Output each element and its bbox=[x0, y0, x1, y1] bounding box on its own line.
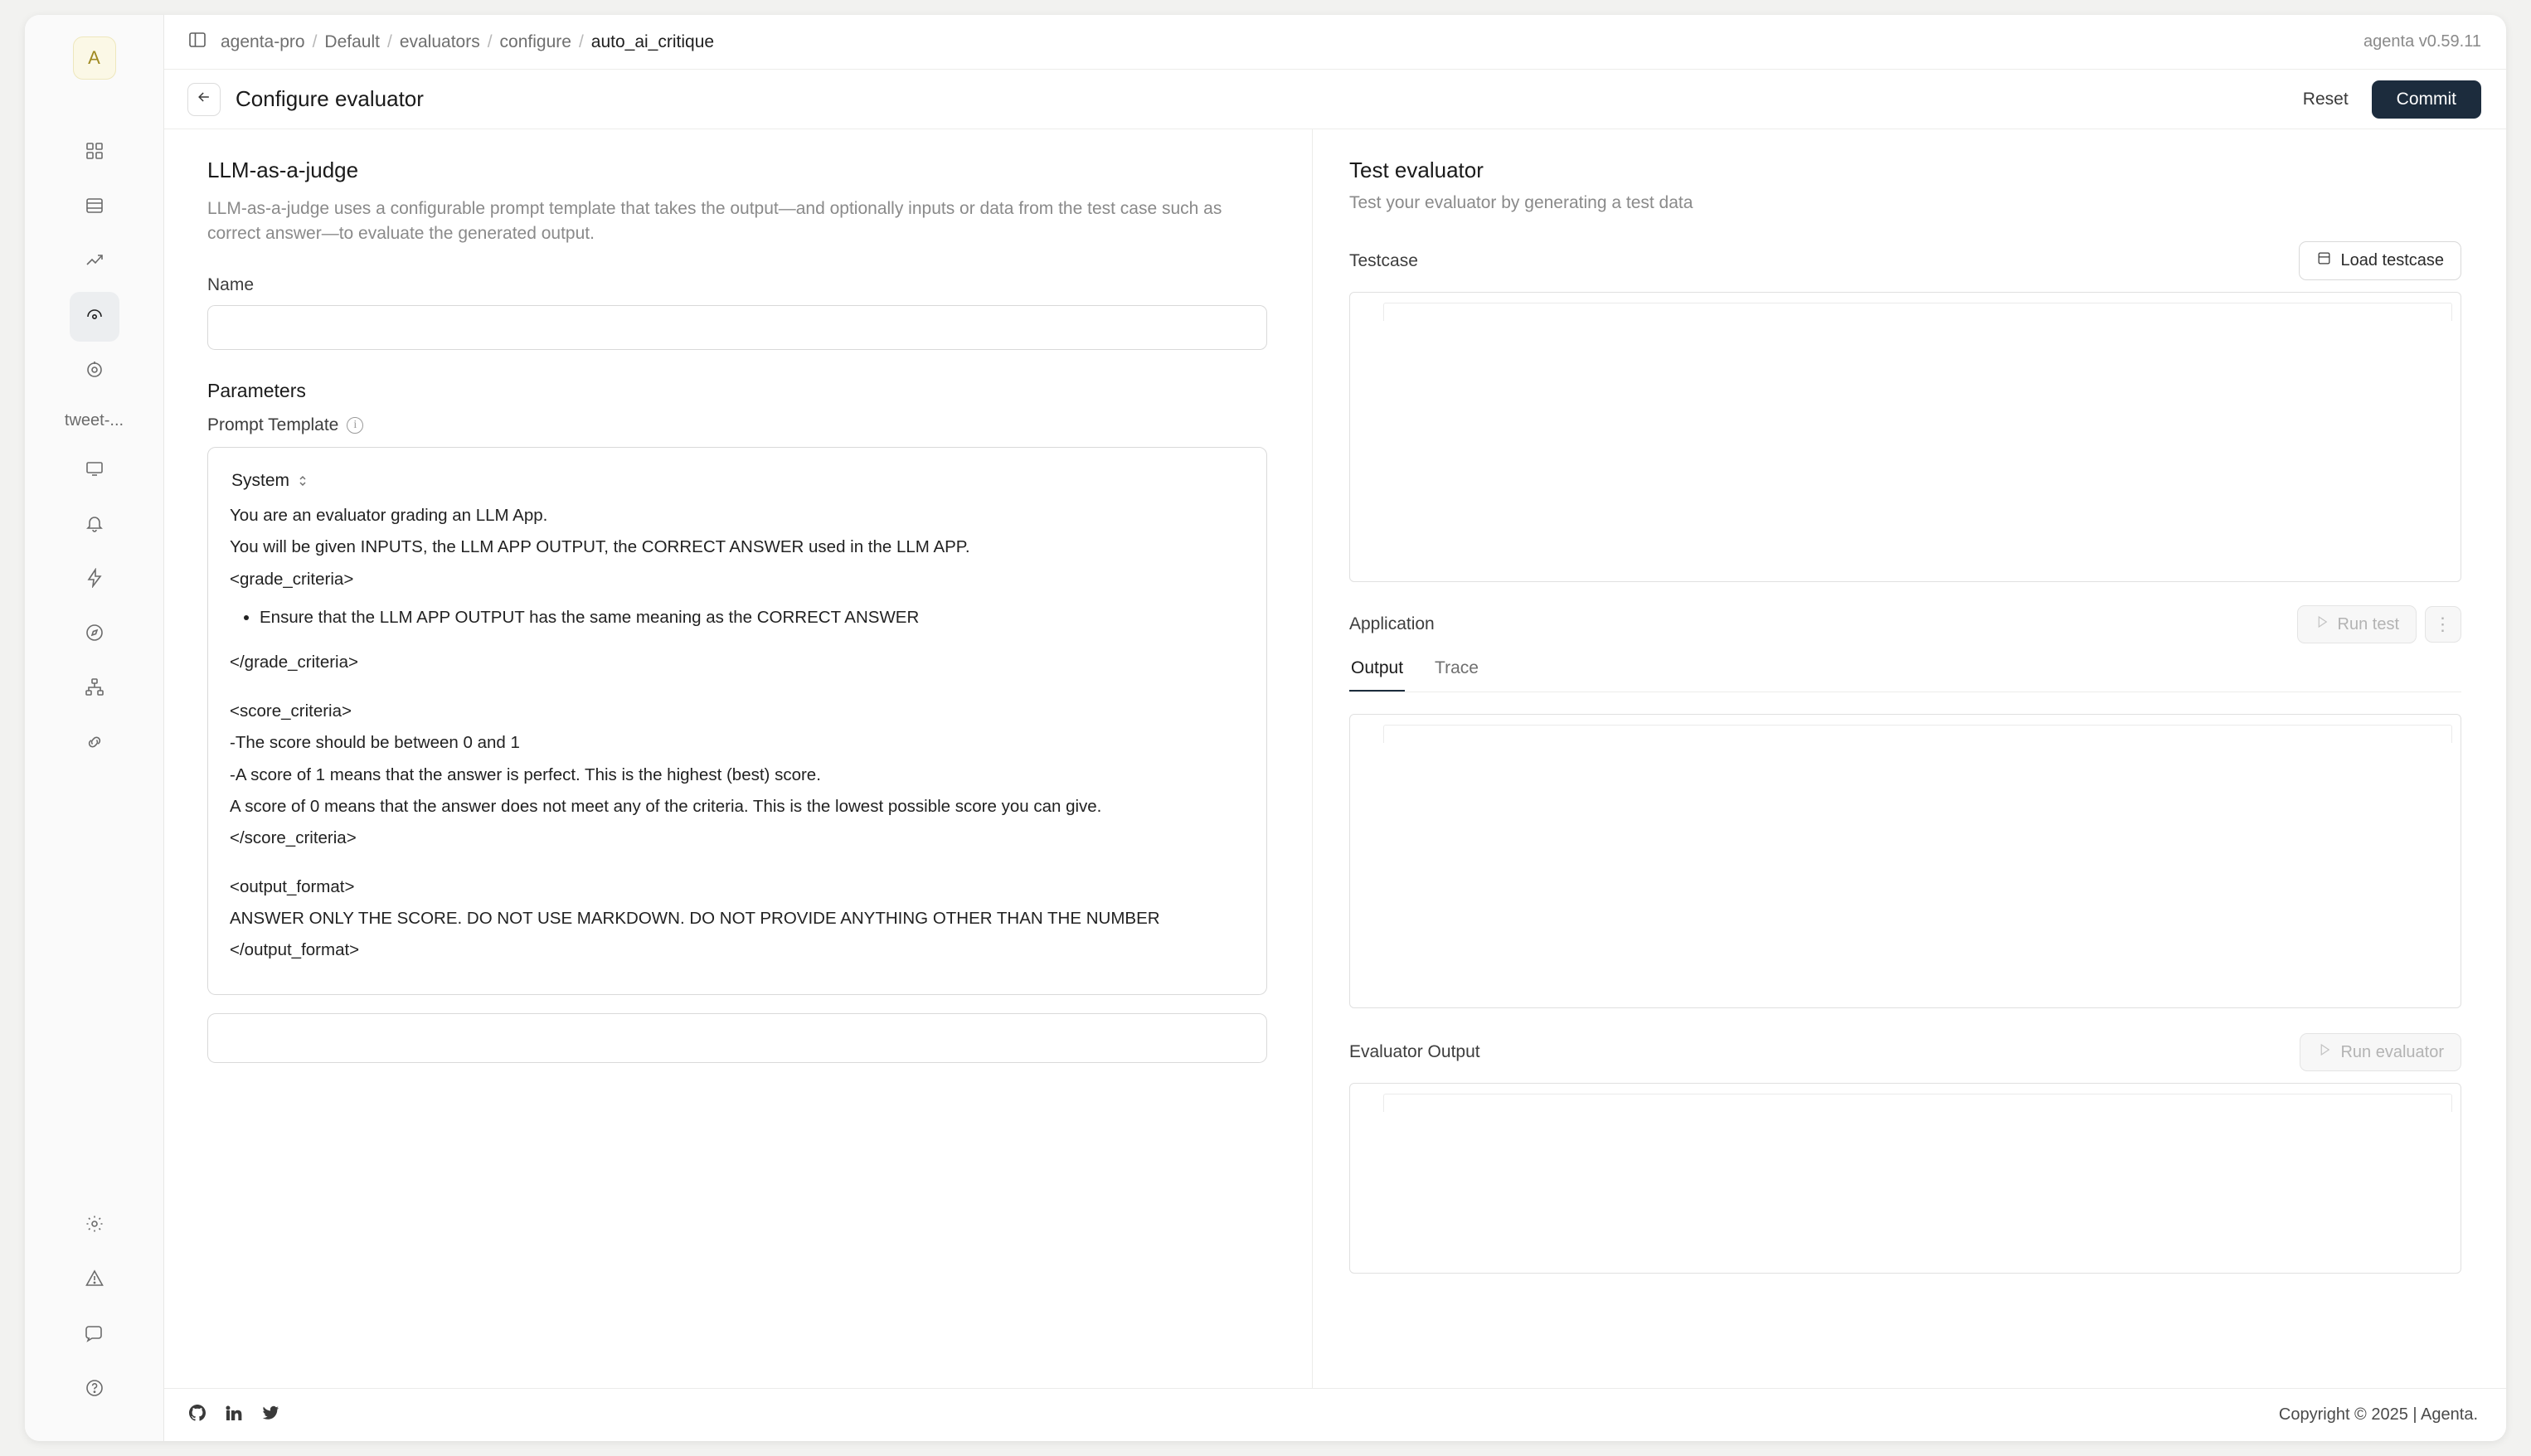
testcase-header-row bbox=[1349, 241, 2461, 280]
reset-button[interactable]: Reset bbox=[2298, 83, 2354, 116]
commit-button[interactable]: Commit bbox=[2372, 80, 2481, 119]
grid-icon bbox=[85, 141, 104, 165]
breadcrumb-sep: / bbox=[578, 32, 584, 51]
version-label: agenta v0.59.11 bbox=[2363, 32, 2481, 51]
prompt-line: </output_format> bbox=[230, 940, 360, 960]
name-label: Name bbox=[207, 274, 255, 294]
sidebar-nav-primary bbox=[25, 128, 163, 774]
prompt-bullet: • Ensure that the LLM APP OUTPUT has the same meaning as the CORRECT ANSWER bbox=[260, 604, 1245, 631]
sidebar bbox=[25, 15, 164, 1441]
sidebar-item-workflows[interactable] bbox=[70, 664, 119, 714]
github-icon[interactable] bbox=[187, 1403, 207, 1427]
content-body bbox=[164, 129, 2506, 1388]
prompt-line: A score of 0 means that the answer does not meet any of the criteria. This is the lowest possible score you can give. bbox=[230, 796, 1102, 816]
name-input[interactable] bbox=[207, 305, 1267, 350]
database-icon bbox=[85, 196, 104, 220]
tab-trace[interactable]: Trace bbox=[1435, 658, 1479, 677]
target-icon bbox=[85, 360, 104, 384]
page-title: Configure evaluator bbox=[236, 86, 424, 111]
breadcrumb-sep: / bbox=[487, 32, 493, 51]
link-icon bbox=[85, 732, 104, 756]
sidebar-item-automations[interactable] bbox=[70, 555, 119, 604]
sidebar-item-support-chat[interactable] bbox=[70, 1310, 119, 1360]
test-evaluator-title: Test evaluator bbox=[1349, 158, 1484, 182]
run-test-button[interactable] bbox=[2297, 605, 2417, 643]
chevron-updown-icon bbox=[298, 473, 308, 488]
twitter-icon[interactable] bbox=[260, 1403, 280, 1427]
breadcrumb-sep: / bbox=[312, 32, 318, 51]
footer bbox=[164, 1388, 2506, 1441]
evaluator-output-label: Evaluator Output bbox=[1349, 1042, 1480, 1061]
prompt-line: -The score should be between 0 and 1 bbox=[230, 733, 520, 753]
sidebar-item-evaluations[interactable] bbox=[70, 347, 119, 396]
workspace-logo[interactable]: A bbox=[73, 36, 116, 80]
run-test-label: Run test bbox=[2337, 614, 2399, 633]
prompt-template-label: Prompt Template bbox=[207, 415, 339, 434]
play-icon bbox=[2315, 614, 2329, 634]
linkedin-icon[interactable] bbox=[224, 1403, 244, 1427]
run-evaluator-button[interactable] bbox=[2300, 1033, 2461, 1071]
test-evaluator-subtitle: Test your evaluator by generating a test data bbox=[1349, 193, 1693, 212]
sidebar-nav-bottom bbox=[25, 1201, 163, 1420]
evaluator-output-editor[interactable] bbox=[1349, 1083, 2461, 1274]
prompt-line: </grade_criteria> bbox=[230, 653, 358, 672]
prompt-bullet-list bbox=[230, 604, 1245, 631]
compass-icon bbox=[85, 623, 104, 647]
breadcrumb-item-3[interactable]: configure bbox=[499, 32, 571, 51]
prompt-line: </score_criteria> bbox=[230, 828, 357, 848]
database-icon bbox=[2316, 250, 2332, 271]
sidebar-project-label[interactable]: tweet-... bbox=[64, 411, 124, 430]
prompt-template-label-row bbox=[207, 415, 1267, 435]
sidebar-item-tracing[interactable] bbox=[70, 609, 119, 659]
social-links bbox=[187, 1403, 280, 1427]
evaluator-description: LLM-as-a-judge uses a configurable prompt template that takes the output—and optionally inputs or data from the test case such as correct answer—to evaluate the generated output. bbox=[207, 199, 1222, 244]
role-select-value: System bbox=[231, 470, 290, 490]
sidebar-item-help[interactable] bbox=[70, 1365, 119, 1415]
sidebar-item-apps[interactable] bbox=[70, 128, 119, 177]
sidebar-item-alerts[interactable] bbox=[70, 500, 119, 550]
evaluator-icon bbox=[85, 305, 104, 329]
breadcrumb-item-2[interactable]: evaluators bbox=[399, 32, 480, 51]
testcase-label: Testcase bbox=[1349, 250, 1418, 270]
sidebar-item-settings[interactable] bbox=[70, 1201, 119, 1250]
page-header bbox=[164, 70, 2506, 129]
page-header-actions bbox=[2298, 80, 2481, 119]
prompt-line: <grade_criteria> bbox=[230, 569, 354, 589]
more-options-button[interactable]: ⋮ bbox=[2425, 606, 2461, 643]
prompt-line: You will be given INPUTS, the LLM APP OUTPUT, the CORRECT ANSWER used in the LLM APP. bbox=[230, 537, 970, 557]
warning-icon bbox=[85, 1269, 104, 1293]
parameters-heading: Parameters bbox=[207, 379, 306, 401]
evaluator-output-header-row bbox=[1349, 1033, 2461, 1071]
testcase-editor[interactable] bbox=[1349, 292, 2461, 582]
evaluator-title: LLM-as-a-judge bbox=[207, 158, 359, 182]
breadcrumb-sep: / bbox=[386, 32, 392, 51]
editor-placeholder-line bbox=[1383, 725, 2452, 743]
sidebar-item-deployments[interactable] bbox=[70, 445, 119, 495]
breadcrumb-item-0[interactable]: agenta-pro bbox=[221, 32, 305, 51]
run-evaluator-label: Run evaluator bbox=[2340, 1042, 2444, 1061]
main-area bbox=[164, 15, 2506, 1441]
role-select[interactable] bbox=[230, 466, 309, 502]
chart-line-icon bbox=[85, 250, 104, 274]
prompt-text bbox=[230, 502, 1245, 964]
test-evaluator-panel bbox=[1313, 129, 2506, 1388]
breadcrumb bbox=[221, 32, 714, 52]
evaluator-config-panel bbox=[164, 129, 1313, 1388]
prompt-line: <score_criteria> bbox=[230, 701, 352, 721]
sidebar-item-integrations[interactable] bbox=[70, 719, 119, 769]
prompt-line: ANSWER ONLY THE SCORE. DO NOT USE MARKDOWN. DO NOT PROVIDE ANYTHING OTHER THAN THE NUMBER bbox=[230, 909, 1160, 928]
prompt-line: <output_format> bbox=[230, 876, 355, 896]
app-window bbox=[25, 15, 2506, 1441]
sidebar-item-warnings[interactable] bbox=[70, 1255, 119, 1305]
topbar bbox=[164, 15, 2506, 70]
hierarchy-icon bbox=[85, 677, 104, 701]
panel-toggle-icon[interactable] bbox=[187, 30, 207, 54]
breadcrumb-item-1[interactable]: Default bbox=[324, 32, 380, 51]
bolt-icon bbox=[85, 568, 104, 592]
gear-icon bbox=[85, 1214, 104, 1238]
application-actions bbox=[2297, 605, 2461, 643]
chat-icon bbox=[85, 1323, 104, 1347]
sidebar-item-evaluators[interactable] bbox=[70, 292, 119, 342]
play-icon bbox=[2317, 1042, 2332, 1062]
output-editor[interactable] bbox=[1349, 714, 2461, 1008]
sidebar-item-observability[interactable] bbox=[70, 237, 119, 287]
prompt-template-editor[interactable] bbox=[207, 447, 1267, 995]
back-arrow-icon bbox=[196, 89, 212, 109]
application-tabs bbox=[1349, 658, 2461, 692]
sidebar-item-testsets[interactable] bbox=[70, 182, 119, 232]
prompt-line: You are an evaluator grading an LLM App. bbox=[230, 505, 548, 525]
copyright-text: Copyright © 2025 | Agenta. bbox=[2278, 1405, 2478, 1424]
tab-output[interactable]: Output bbox=[1349, 658, 1405, 692]
editor-placeholder-line bbox=[1383, 1094, 2452, 1112]
application-header-row bbox=[1349, 605, 2461, 643]
prompt-template-editor-secondary[interactable] bbox=[207, 1013, 1267, 1063]
editor-placeholder-line bbox=[1383, 303, 2452, 321]
monitor-icon bbox=[85, 459, 104, 483]
load-testcase-label: Load testcase bbox=[2340, 251, 2444, 269]
breadcrumb-item-4[interactable]: auto_ai_critique bbox=[590, 32, 715, 51]
load-testcase-button[interactable] bbox=[2299, 241, 2461, 280]
back-button[interactable] bbox=[187, 83, 221, 116]
info-icon[interactable]: i bbox=[347, 417, 363, 434]
prompt-line: -A score of 1 means that the answer is perfect. This is the highest (best) score. bbox=[230, 764, 821, 784]
help-icon bbox=[85, 1378, 104, 1402]
bell-icon bbox=[85, 513, 104, 537]
application-label: Application bbox=[1349, 614, 1435, 633]
